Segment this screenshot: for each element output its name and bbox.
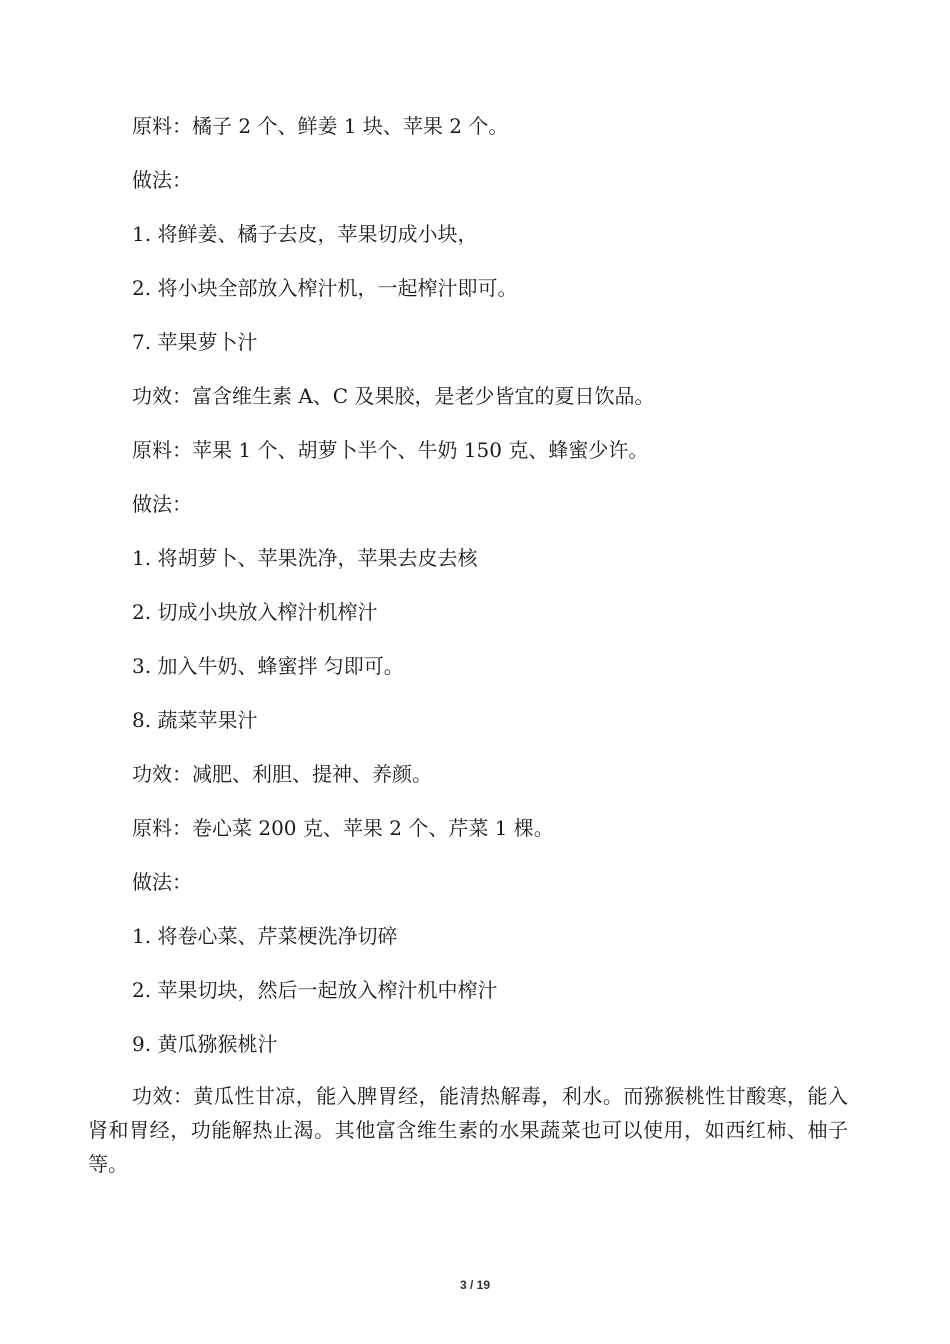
effect-line: 功效：减肥、利胆、提神、养颜。	[132, 762, 432, 786]
step-line: 1. 将鲜姜、橘子去皮，苹果切成小块，	[132, 222, 478, 246]
ingredients-line: 原料：橘子 2 个、鲜姜 1 块、苹果 2 个。	[132, 114, 509, 138]
effect-paragraph: 功效：黄瓜性甘凉，能入脾胃经，能清热解毒，利水。而猕猴桃性甘酸寒，能入肾和胃经，功能解热止渴。其他富含维生素的水果蔬菜也可以使用，如西红柿、柚子等。	[88, 1084, 848, 1176]
step-line: 1. 将卷心菜、芹菜梗洗净切碎	[132, 924, 398, 948]
method-heading: 做法：	[132, 870, 192, 894]
effect-line: 功效：富含维生素 A、C 及果胶，是老少皆宜的夏日饮品。	[132, 384, 655, 408]
step-line: 2. 将小块全部放入榨汁机，一起榨汁即可。	[132, 276, 518, 300]
recipe-title: 7. 苹果萝卜汁	[132, 330, 258, 354]
step-line: 1. 将胡萝卜、苹果洗净，苹果去皮去核	[132, 546, 478, 570]
method-heading: 做法：	[132, 168, 192, 192]
step-line: 3. 加入牛奶、蜂蜜拌 匀即可。	[132, 654, 404, 678]
step-line: 2. 苹果切块，然后一起放入榨汁机中榨汁	[132, 978, 498, 1002]
recipe-title: 8. 蔬菜苹果汁	[132, 708, 258, 732]
ingredients-line: 原料：卷心菜 200 克、苹果 2 个、芹菜 1 棵。	[132, 816, 554, 840]
recipe-title: 9. 黄瓜猕猴桃汁	[132, 1032, 278, 1056]
page-number: 3 / 19	[459, 1278, 491, 1292]
ingredients-line: 原料：苹果 1 个、胡萝卜半个、牛奶 150 克、蜂蜜少许。	[132, 438, 649, 462]
step-line: 2. 切成小块放入榨汁机榨汁	[132, 600, 378, 624]
method-heading: 做法：	[132, 492, 192, 516]
